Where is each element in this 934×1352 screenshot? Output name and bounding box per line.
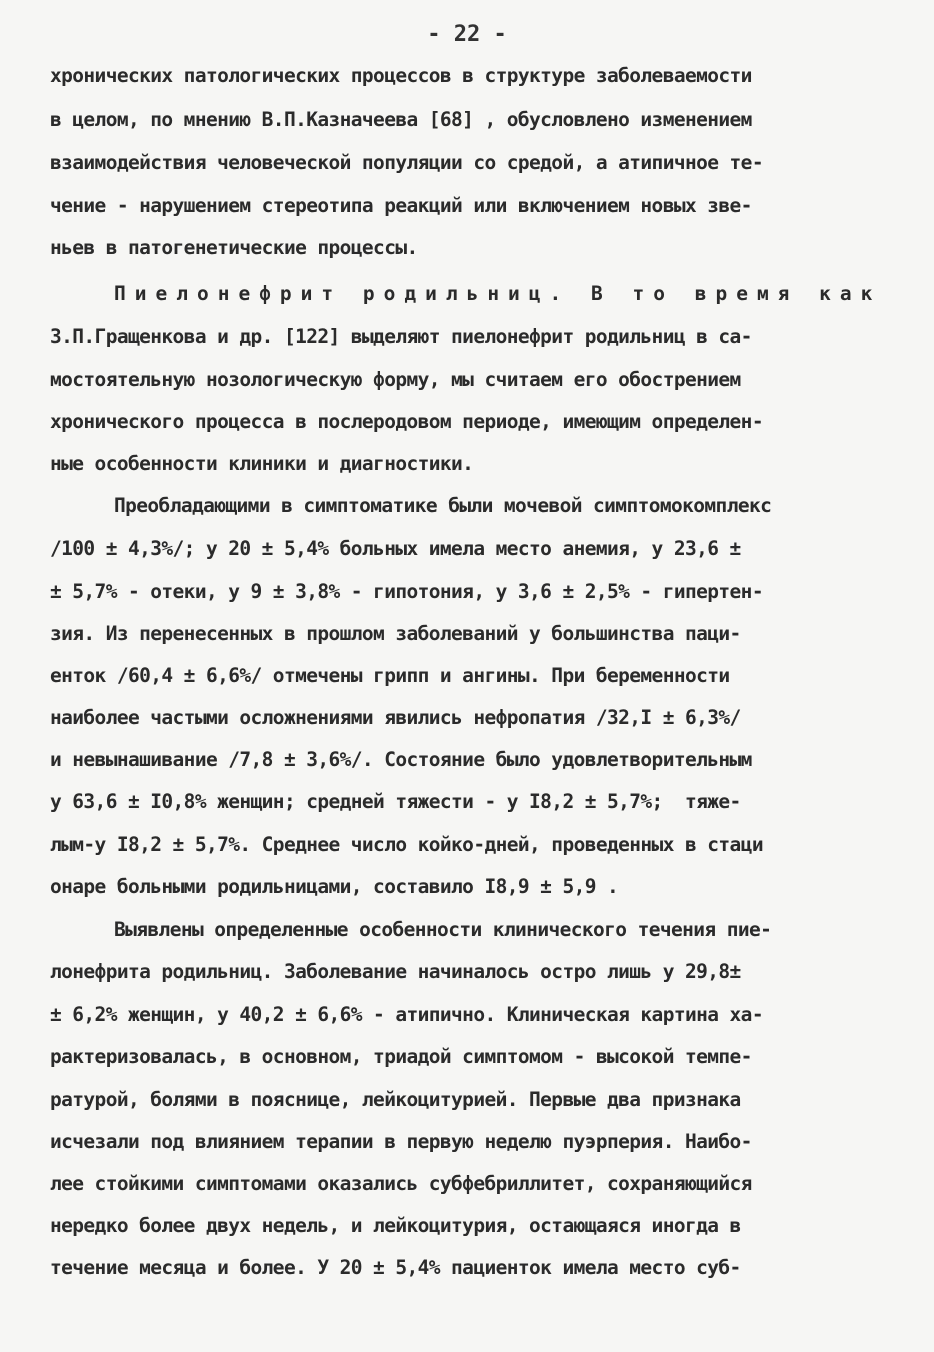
section-heading-line: Пиелонефрит родильниц. В то время как	[114, 282, 882, 305]
text-line: лее стойкими симптомами оказались субфебриллитет, сохраняющийся	[50, 1172, 752, 1195]
text-line: /100 ± 4,3%/; у 20 ± 5,4% больных имела место анемия, у 23,6 ±	[50, 537, 741, 560]
text-line: исчезали под влиянием терапии в первую неделю пуэрперия. Наибо-	[50, 1130, 752, 1153]
text-line: Выявлены определенные особенности клинического течения пие-	[114, 918, 772, 941]
text-line: ± 6,2% женщин, у 40,2 ± 6,6% - атипично. Клиническая картина ха-	[50, 1003, 763, 1026]
text-line: мостоятельную нозологическую форму, мы считаем его обострением	[50, 368, 741, 391]
text-line: ± 5,7% - отеки, у 9 ± 3,8% - гипотония, у 3,6 ± 2,5% - гипертен-	[50, 580, 763, 603]
text-line: лонефрита родильниц. Заболевание начиналось остро лишь у 29,8±	[50, 960, 741, 983]
text-line: наиболее частыми осложнениями явились нефропатия /32,I ± 6,3%/	[50, 706, 741, 729]
text-line: ратурой, болями в пояснице, лейкоцитурией. Первые два признака	[50, 1088, 741, 1111]
text-line: енток /60,4 ± 6,6%/ отмечены грипп и ангины. При беременности	[50, 664, 730, 687]
text-line: рактеризовалась, в основном, триадой симптомом - высокой темпе-	[50, 1045, 752, 1068]
text-line: чение - нарушением стереотипа реакций или включением новых зве-	[50, 194, 752, 217]
text-line: хронических патологических процессов в структуре заболеваемости	[50, 64, 752, 87]
text-line: ные особенности клиники и диагностики.	[50, 452, 474, 475]
page-number: - 22 -	[427, 22, 507, 47]
text-line: лым-у I8,2 ± 5,7%. Среднее число койко-дней, проведенных в стаци	[50, 833, 763, 856]
text-line: в целом, по мнению В.П.Казначеева [68] , обусловлено изменением	[50, 108, 752, 131]
text-line: онаре больными родильницами, составило I8,9 ± 5,9 .	[50, 875, 619, 898]
text-line: зия. Из перенесенных в прошлом заболеваний у большинства паци-	[50, 622, 741, 645]
text-line: взаимодействия человеческой популяции со средой, а атипичное те-	[50, 151, 763, 174]
text-line: Преобладающими в симптоматике были мочевой симптомокомплекс	[114, 494, 772, 517]
text-line: хронического процесса в послеродовом периоде, имеющим определен-	[50, 410, 763, 433]
text-line: и невынашивание /7,8 ± 3,6%/. Состояние было удовлетворительным	[50, 748, 752, 771]
text-line: у 63,6 ± I0,8% женщин; средней тяжести - у I8,2 ± 5,7%; тяже-	[50, 790, 741, 813]
text-line: течение месяца и более. У 20 ± 5,4% пациенток имела место суб-	[50, 1256, 741, 1279]
text-line: З.П.Гращенкова и др. [122] выделяют пиелонефрит родильниц в са-	[50, 325, 752, 348]
text-line: нередко более двух недель, и лейкоцитурия, остающаяся иногда в	[50, 1214, 741, 1237]
text-line: ньев в патогенетические процессы.	[50, 236, 418, 259]
